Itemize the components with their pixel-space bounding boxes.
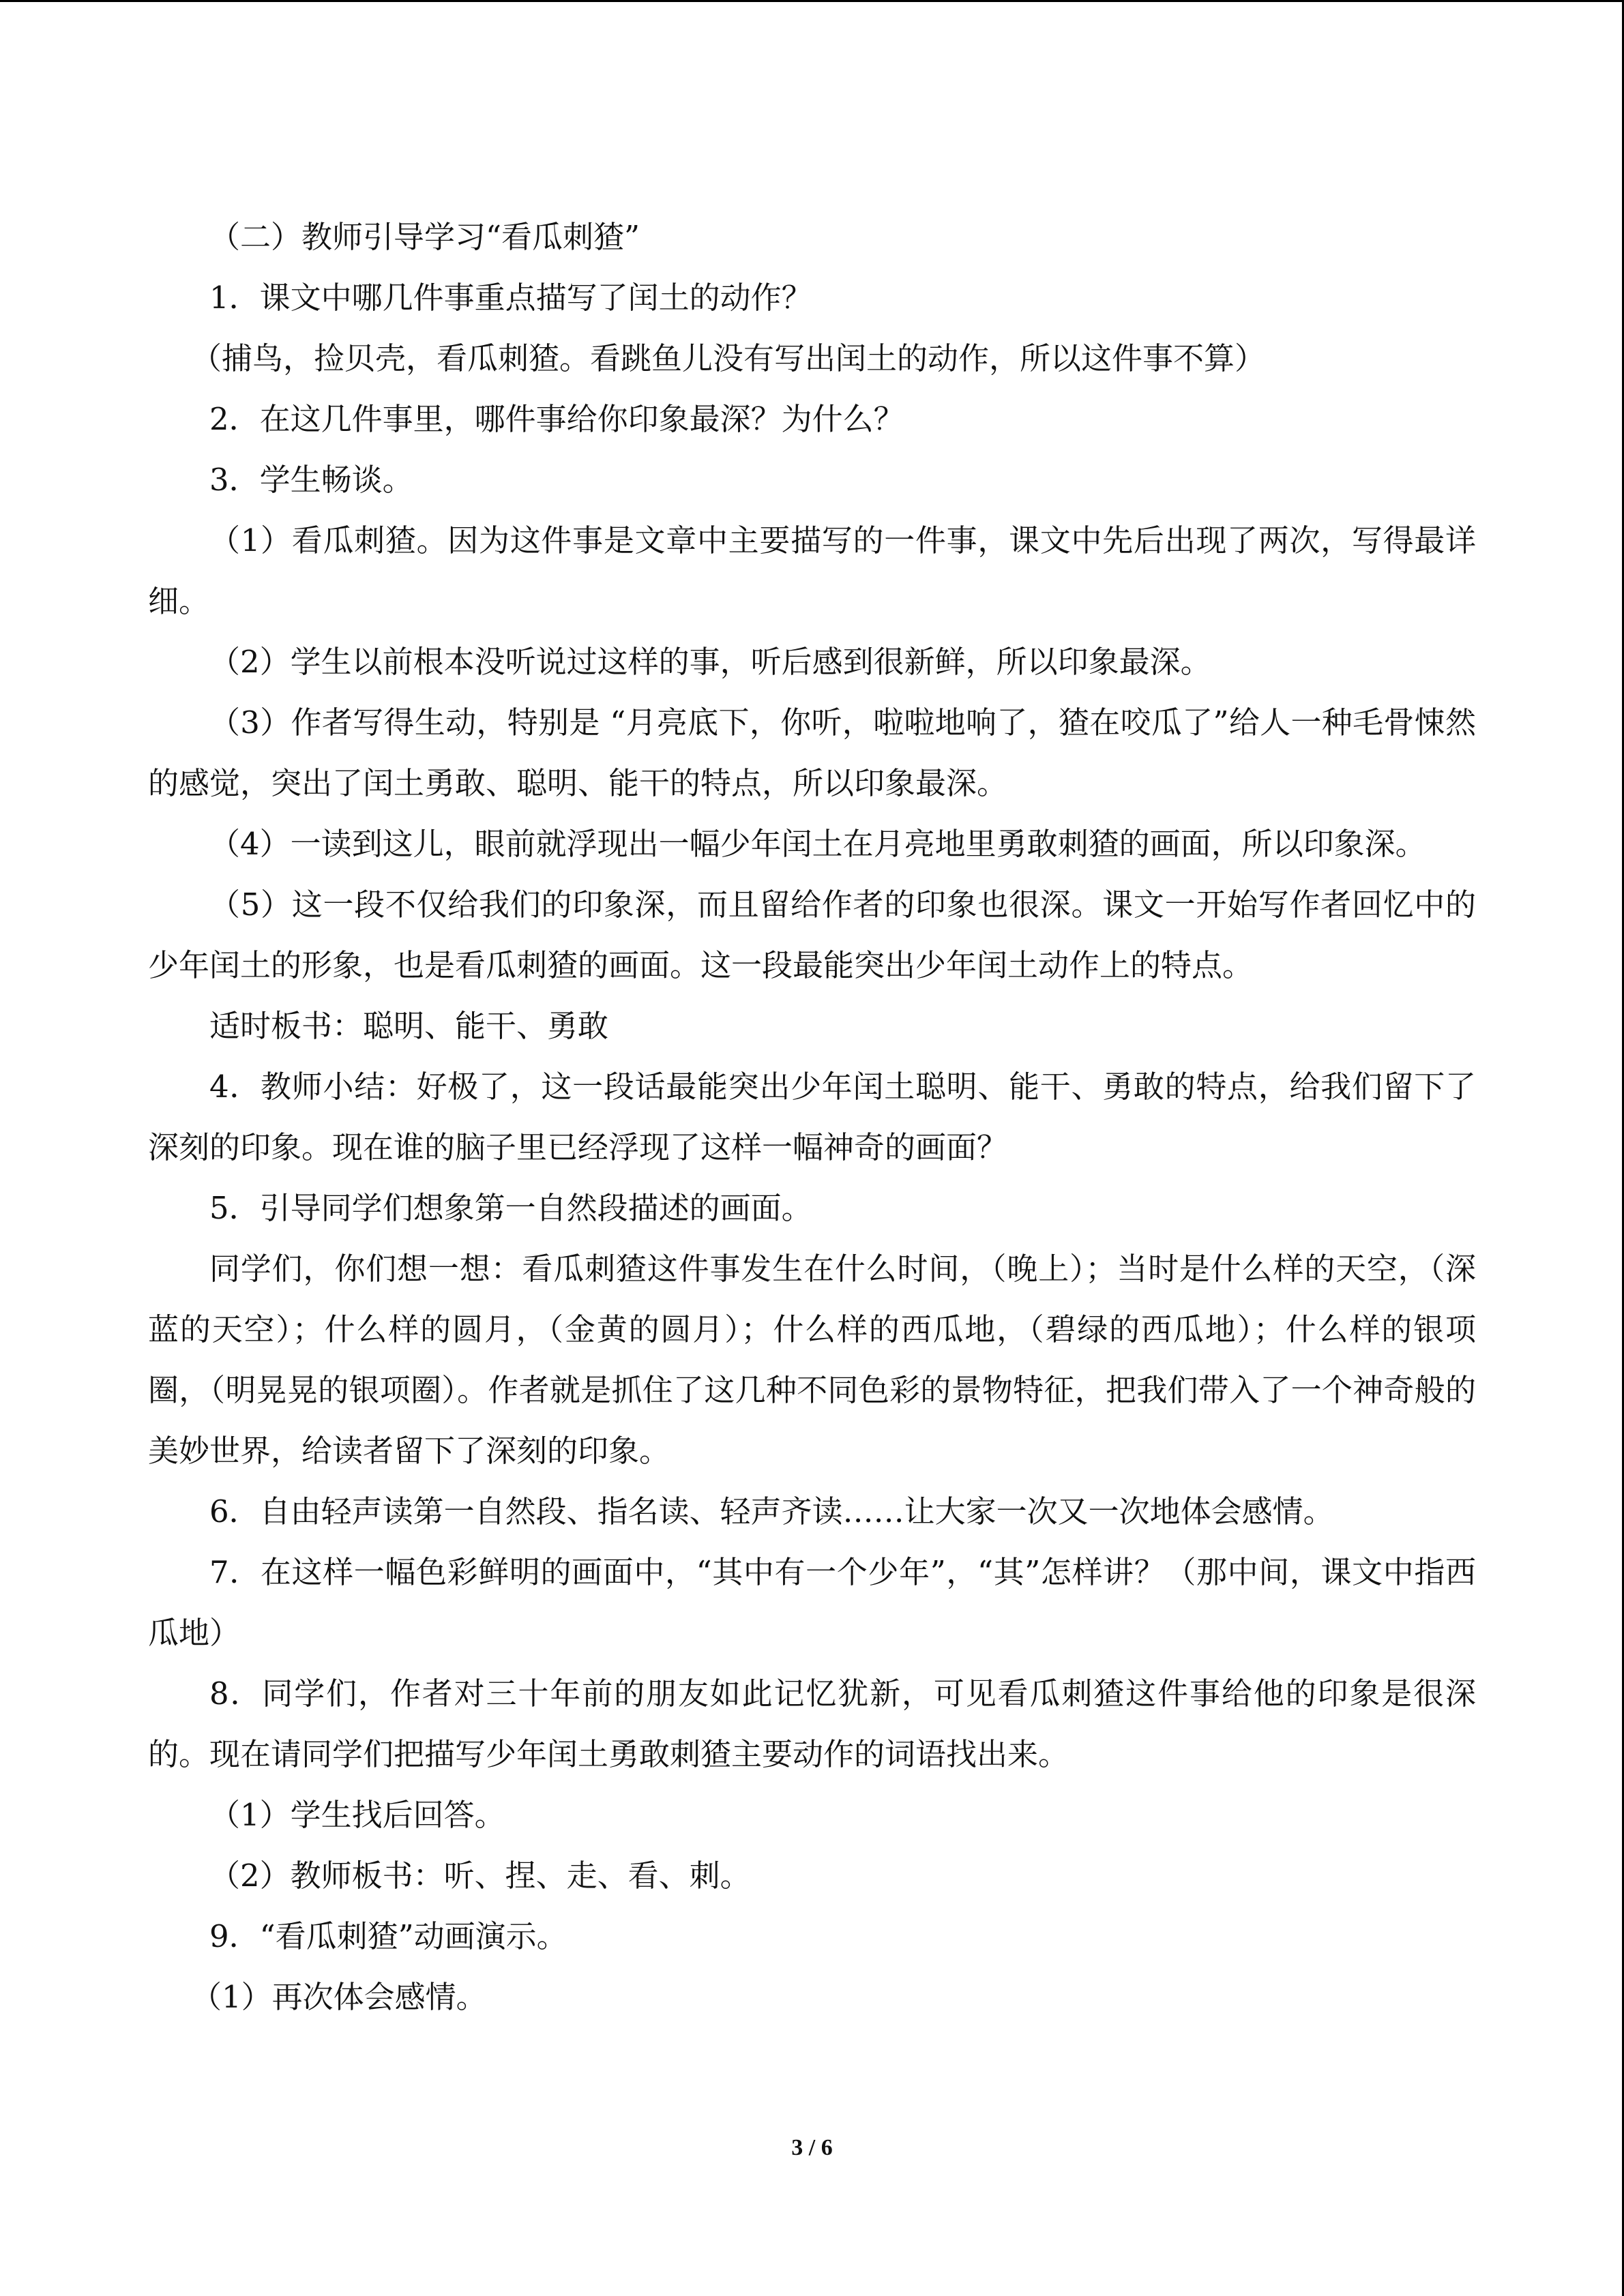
- paragraph: 4．教师小结：好极了，这一段话最能突出少年闰土聪明、能干、勇敢的特点，给我们留下了深刻的印象。现在谁的脑子里已经浮现了这样一幅神奇的画面？: [148, 1069, 1476, 1165]
- paragraph: 5．引导同学们想象第一自然段描述的画面。: [209, 1190, 812, 1226]
- section-heading: （二）教师引导学习“看瓜刺猹”: [209, 219, 640, 255]
- paragraph: 6．自由轻声读第一自然段、指名读、轻声齐读……让大家一次又一次地体会感情。: [209, 1493, 1334, 1530]
- paragraph: （5）这一段不仅给我们的印象深，而且留给作者的印象也很深。课文一开始写作者回忆中的少年闰土的形象，也是看瓜刺猹的画面。这一段最能突出少年闰土动作上的特点。: [148, 886, 1476, 983]
- paragraph: （2）学生以前根本没听说过这样的事，听后感到很新鲜，所以印象最深。: [209, 644, 1211, 680]
- page-number: 3 / 6: [791, 2135, 833, 2160]
- paragraph: 7．在这样一幅色彩鲜明的画面中，“其中有一个少年”，“其”怎样讲？（那中间，课文中指西瓜地）: [148, 1554, 1476, 1651]
- paragraph: （4）一读到这儿，眼前就浮现出一幅少年闰土在月亮地里勇敢刺猹的画面，所以印象深。: [209, 826, 1426, 862]
- paragraph: 2．在这几件事里，哪件事给你印象最深？为什么？: [209, 401, 904, 437]
- paragraph: 8．同学们，作者对三十年前的朋友如此记忆犹新，可见看瓜刺猹这件事给他的印象是很深的。现在请同学们把描写少年闰土勇敢刺猹主要动作的词语找出来。: [148, 1675, 1476, 1772]
- paragraph: 3．学生畅谈。: [209, 462, 413, 498]
- page-content: [148, 207, 1476, 2027]
- paragraph: （3）作者写得生动，特别是 “月亮底下，你听，啦啦地响了，猹在咬瓜了”给人一种毛骨悚然的感觉，突出了闰土勇敢、聪明、能干的特点，所以印象最深。: [148, 704, 1476, 801]
- paragraph: （1）看瓜刺猹。因为这件事是文章中主要描写的一件事，课文中先后出现了两次，写得最详细。: [148, 522, 1476, 619]
- paragraph: （1）学生找后回答。: [209, 1797, 505, 1833]
- paragraph: 1．课文中哪几件事重点描写了闰土的动作？: [209, 280, 812, 316]
- paragraph: （1）再次体会感情。: [191, 1979, 487, 2015]
- paragraph: 同学们，你们想一想：看瓜刺猹这件事发生在什么时间，（晚上）；当时是什么样的天空，（深蓝的天空）；什么样的圆月，（金黄的圆月）；什么样的西瓜地，（碧绿的西瓜地）；什么样的银项圈，（明晃晃的银项圈）。作者就是抓住了这几种不同色彩的景物特征，把我们带入了一个神奇般的美妙世界，给读者留下了深刻的印象。: [148, 1251, 1476, 1469]
- board-note: 适时板书：聪明、能干、勇敢: [209, 1008, 609, 1044]
- paragraph: （捕鸟，捡贝壳，看瓜刺猹。看跳鱼儿没有写出闰土的动作，所以这件事不算）: [191, 340, 1266, 376]
- paragraph: 9．“看瓜刺猹”动画演示。: [209, 1918, 567, 1954]
- paragraph: （2）教师板书：听、捏、走、看、刺。: [209, 1858, 751, 1894]
